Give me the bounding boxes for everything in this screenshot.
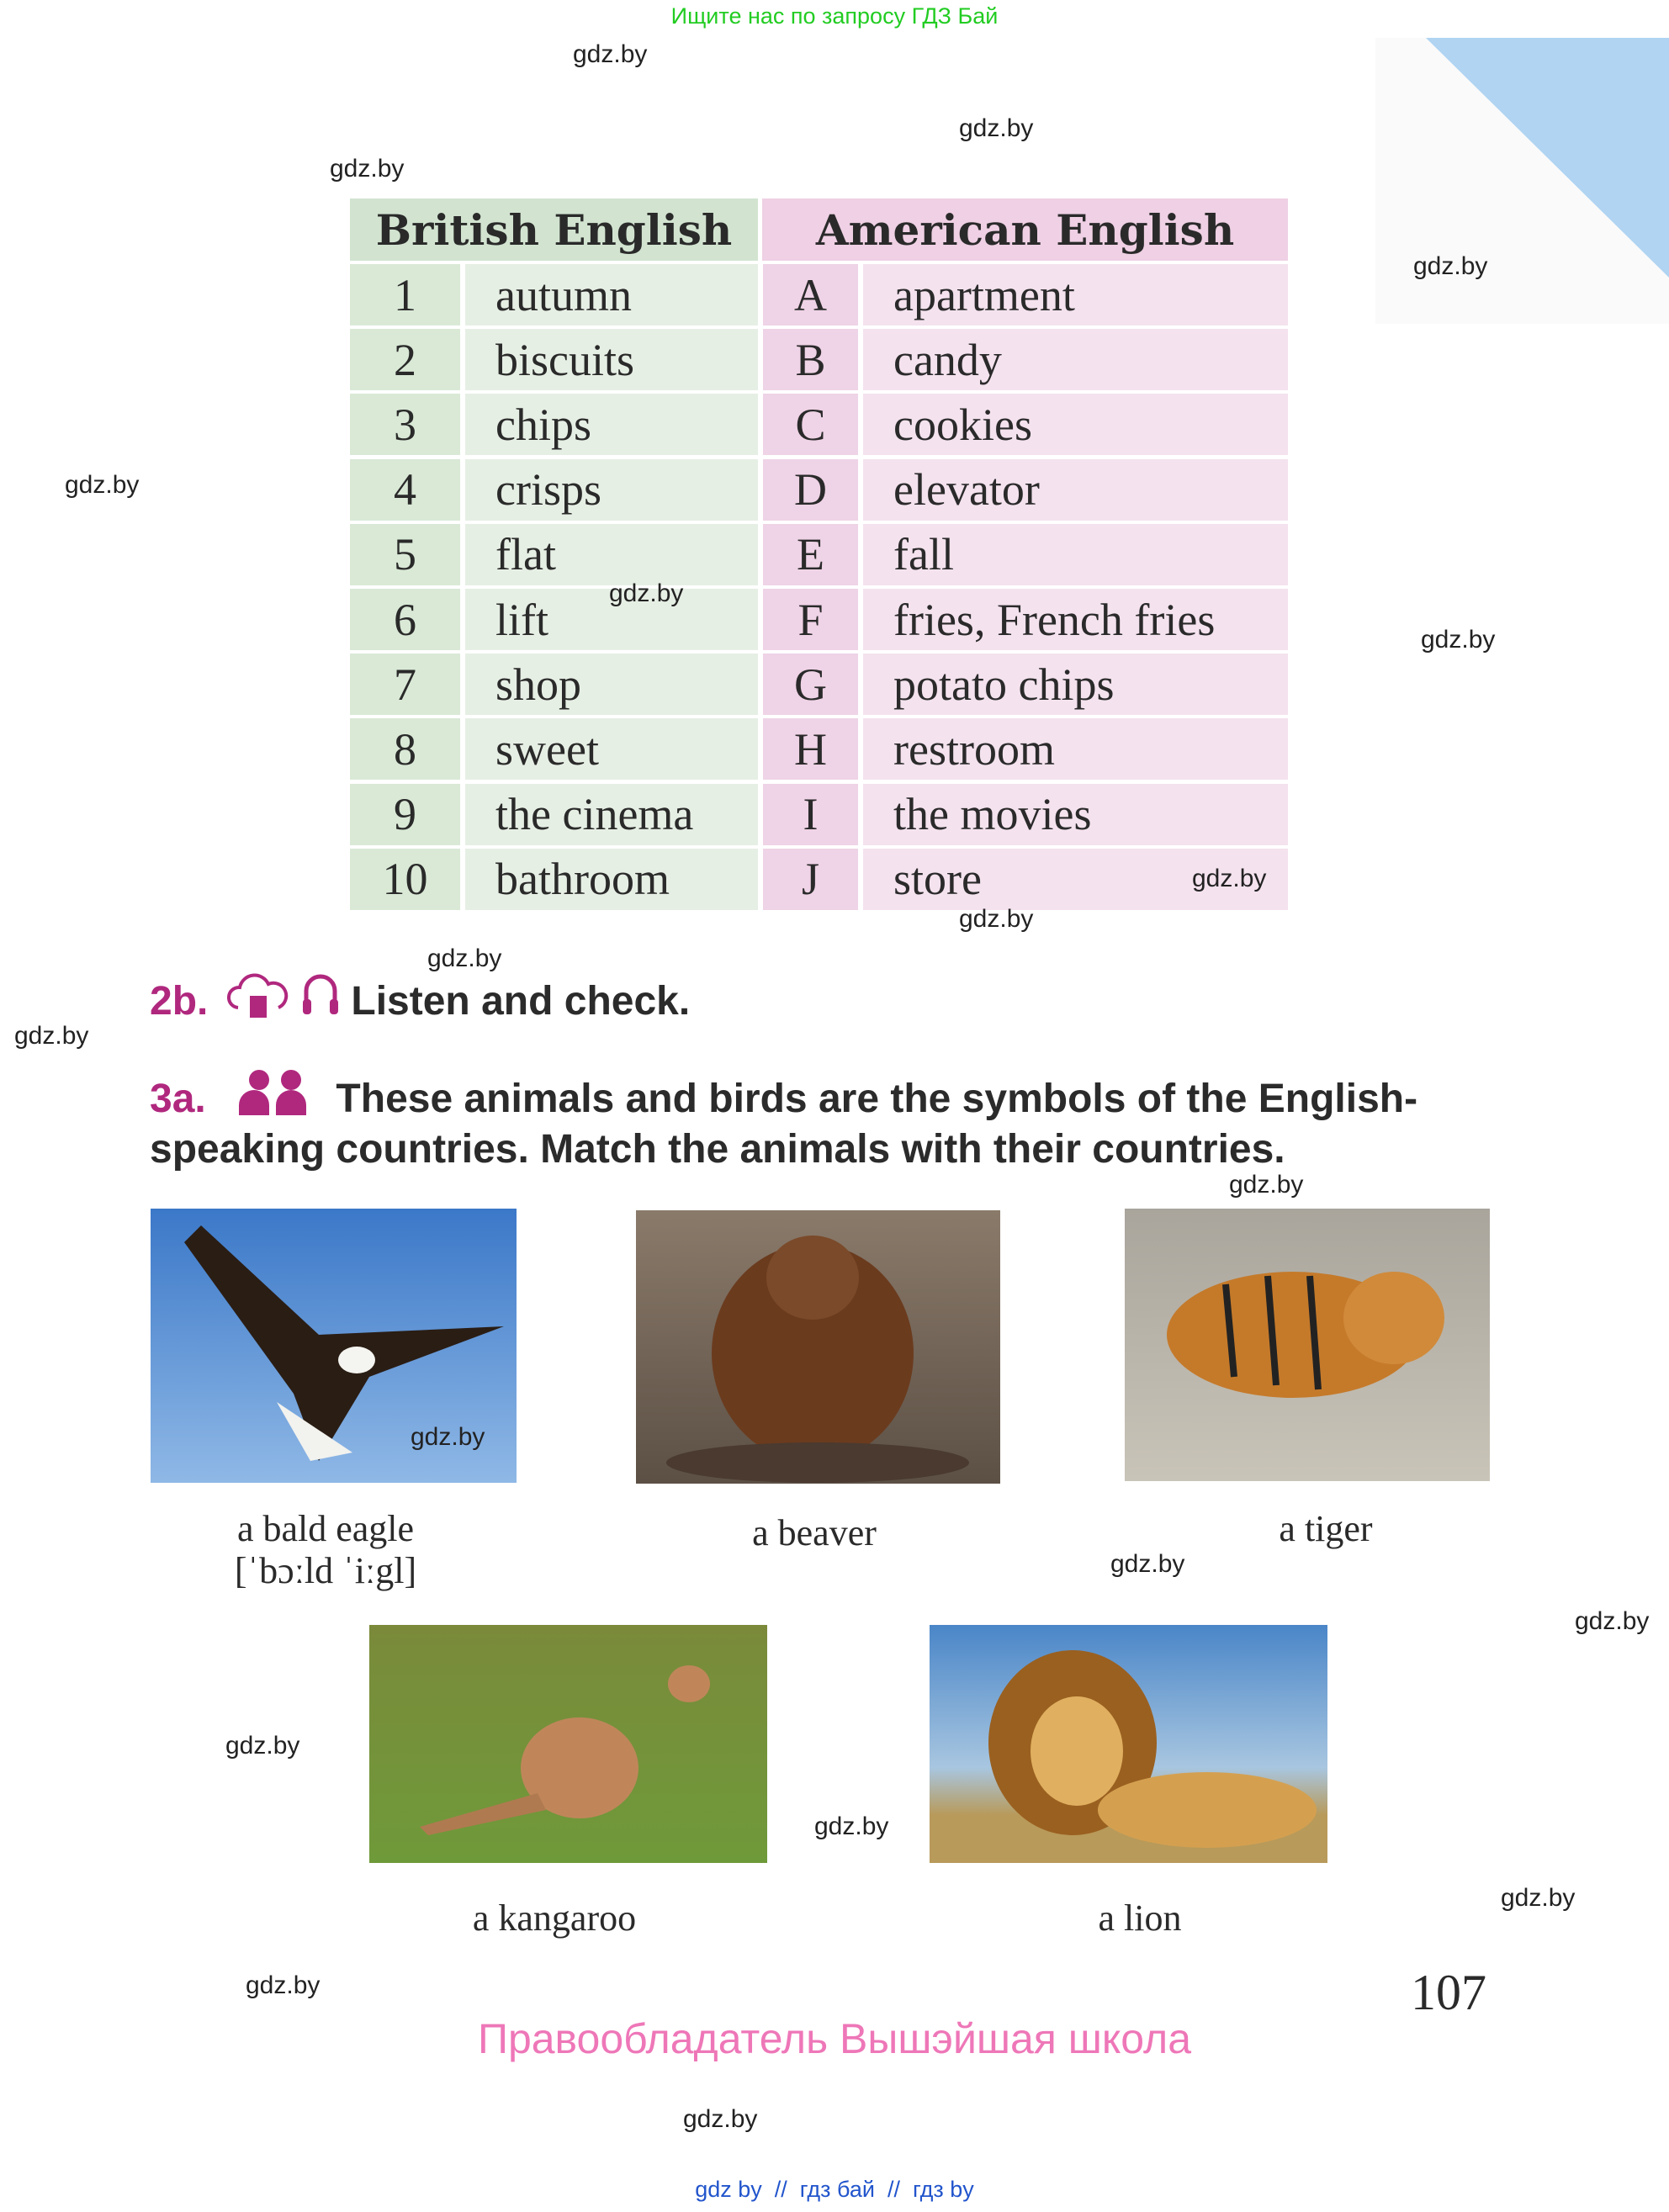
watermark-link: gdz.by xyxy=(959,905,1034,933)
watermark-link: gdz.by xyxy=(1421,626,1496,654)
british-word: chips xyxy=(465,394,758,455)
watermark-link: gdz.by xyxy=(573,40,648,68)
exercise-2b-text: Listen and check. xyxy=(351,979,691,1024)
caption-kangaroo: a kangaroo xyxy=(472,1897,637,1939)
audio-cloud-icon xyxy=(226,971,290,1021)
watermark-link: gdz.by xyxy=(1575,1607,1650,1635)
american-word: cookies xyxy=(863,394,1288,455)
exercise-2b xyxy=(150,971,690,1024)
british-word: autumn xyxy=(465,264,758,325)
british-number: 9 xyxy=(350,784,460,845)
tiger-photo xyxy=(1125,1209,1490,1481)
american-word: elevator xyxy=(863,459,1288,521)
british-number: 4 xyxy=(350,459,460,521)
american-word: store xyxy=(863,849,1288,910)
british-number: 1 xyxy=(350,264,460,325)
copyright-notice: Правообладатель Вышэйшая школа xyxy=(478,2015,1191,2062)
watermark-link: gdz.by xyxy=(1110,1550,1185,1578)
american-letter: H xyxy=(763,718,858,780)
watermark-link: gdz.by xyxy=(246,1971,321,1999)
british-word: bathroom xyxy=(465,849,758,910)
caption-bald-eagle: a bald eagle xyxy=(236,1508,415,1549)
watermark-link: gdz.by xyxy=(330,155,405,183)
beaver-photo xyxy=(636,1210,1000,1484)
headphones-icon xyxy=(301,971,340,1021)
watermark-link: gdz.by xyxy=(225,1732,300,1760)
american-letter: E xyxy=(763,524,858,585)
american-word: apartment xyxy=(863,264,1288,325)
exercise-3a xyxy=(150,1068,1417,1175)
watermark-link: gdz.by xyxy=(14,1022,89,1050)
watermark-link: gdz.by xyxy=(1192,865,1267,892)
american-letter: D xyxy=(763,459,858,521)
exercise-number: 2b. xyxy=(150,979,209,1024)
lion-photo xyxy=(930,1625,1327,1863)
corner-triangle xyxy=(1422,38,1669,282)
caption-tiger: a tiger xyxy=(1279,1508,1373,1549)
british-number: 7 xyxy=(350,654,460,715)
header-british: British English xyxy=(350,198,758,261)
american-word: the movies xyxy=(863,784,1288,845)
watermark-link: gdz.by xyxy=(609,579,684,607)
page-number: 107 xyxy=(1411,1965,1486,2020)
british-word: sweet xyxy=(465,718,758,780)
watermark-link: gdz.by xyxy=(65,471,140,499)
caption-lion: a lion xyxy=(1098,1897,1182,1939)
top-banner: Ищите нас по запросу ГДЗ Бай xyxy=(670,3,999,29)
kangaroo-photo xyxy=(369,1625,767,1863)
british-number: 6 xyxy=(350,589,460,650)
american-word: restroom xyxy=(863,718,1288,780)
british-number: 10 xyxy=(350,849,460,910)
pair-work-icon xyxy=(237,1068,315,1115)
watermark-link: gdz.by xyxy=(1413,252,1488,280)
american-letter: F xyxy=(763,589,858,650)
british-word: biscuits xyxy=(465,329,758,390)
british-word: shop xyxy=(465,654,758,715)
british-word: crisps xyxy=(465,459,758,521)
watermark-link: gdz.by xyxy=(683,2105,758,2133)
british-word: flat xyxy=(465,524,758,585)
watermark-link: gdz.by xyxy=(959,114,1034,142)
british-number: 2 xyxy=(350,329,460,390)
watermark-link: gdz.by xyxy=(814,1812,889,1840)
exercise-3a-line2: speaking countries. Match the animals with their countries. xyxy=(150,1127,1285,1172)
exercise-3a-line1: These animals and birds are the symbols of the English- xyxy=(336,1077,1418,1121)
british-number: 8 xyxy=(350,718,460,780)
american-letter: I xyxy=(763,784,858,845)
american-word: candy xyxy=(863,329,1288,390)
american-letter: C xyxy=(763,394,858,455)
american-letter: J xyxy=(763,849,858,910)
caption-beaver: a beaver xyxy=(752,1512,877,1553)
watermark-link: gdz.by xyxy=(411,1423,485,1451)
american-word: fries, French fries xyxy=(863,589,1288,650)
watermark-link: gdz.by xyxy=(427,945,502,972)
watermark-link: gdz.by xyxy=(1229,1171,1304,1199)
transcription-bald-eagle: [ˈbɔːld ˈiːgl] xyxy=(234,1550,417,1591)
american-word: fall xyxy=(863,524,1288,585)
british-word: lift xyxy=(465,589,758,650)
american-word: potato chips xyxy=(863,654,1288,715)
header-american: American English xyxy=(762,198,1288,261)
american-letter: A xyxy=(763,264,858,325)
american-letter: B xyxy=(763,329,858,390)
watermark-link: gdz.by xyxy=(1501,1884,1576,1912)
exercise-number: 3a. xyxy=(150,1077,206,1121)
british-word: the cinema xyxy=(465,784,758,845)
american-letter: G xyxy=(763,654,858,715)
footer-links[interactable]: gdz by // гдз бай // гдз by xyxy=(695,2177,974,2202)
british-number: 3 xyxy=(350,394,460,455)
british-number: 5 xyxy=(350,524,460,585)
